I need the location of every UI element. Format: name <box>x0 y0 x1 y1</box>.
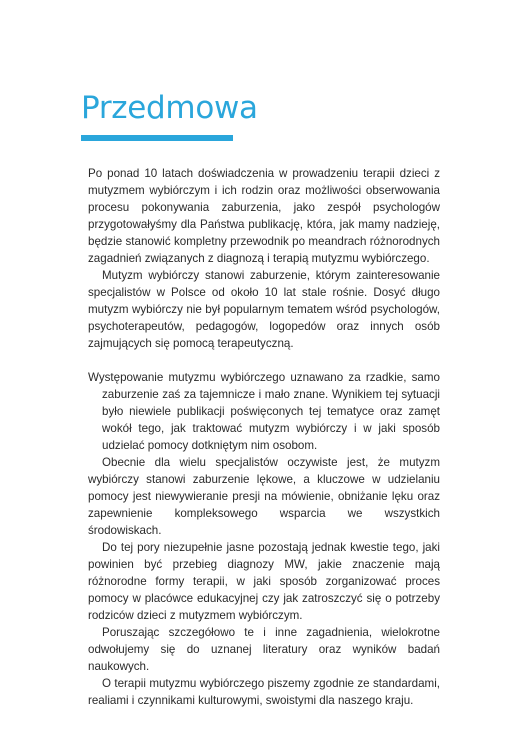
paragraph-3: Występowanie mutyzmu wybiórczego uznawano za rzadkie, samo zaburzenie zaś za tajemnicze i mało znane. Wynikiem tej sytuacji było niewiele publikacji poświęconych tej tematyce oraz zamęt wokół tego, jak traktować mutyzm wybiórczy i w jaki sposób udzielać pomocy dotkniętym nim osobom. <box>88 371 440 452</box>
preface-body <box>88 165 440 709</box>
paragraph-4: Obecnie dla wielu specjalistów oczywiste jest, że mutyzm wybiórczy stanowi zaburzenie lękowe, a kluczowe w udzielaniu pomocy jest niewywieranie presji na mówienie, obniżanie lęku oraz zapewnienie kompleksowego wsparcia we wszystkich środowiskach. <box>88 456 440 537</box>
paragraph-6: Poruszając szczegółowo te i inne zagadnienia, wielokrotne odwołujemy się do uznanej literatury oraz wyników badań naukowych. <box>88 626 440 673</box>
paragraph-1: Po ponad 10 latach doświadczenia w prowadzeniu terapii dzieci z mutyzmem wybiórczym i ich rodzin oraz możliwości obserwowania procesu pokonywania zaburzenia, jako zespół psychologów przygotowałyśmy dla Państwa publikację, która, jak mamy nadzieję, będzie stanowić kompletny przewodnik po meandrach różnorodnych zagadnień związanych z diagnozą i terapią mutyzmu wybiórczego. <box>88 167 440 265</box>
paragraph-5: Do tej pory niezupełnie jasne pozostają jednak kwestie tego, jaki powinien być przebieg diagnozy MW, jakie znaczenie mają różnorodne formy terapii, w jaki sposób zorganizować proces pomocy w placówce edukacyjnej czy jak zatroszczyć się o potrzeby rodziców dzieci z mutyzmem wybiórczym. <box>88 541 440 622</box>
page-title: Przedmowa <box>81 90 258 126</box>
title-underline-bar <box>81 135 233 141</box>
paragraph-spacer <box>88 352 440 369</box>
paragraph-2: Mutyzm wybiórczy stanowi zaburzenie, którym zainteresowanie specjalistów w Polsce od około 10 lat stale rośnie. Dosyć długo mutyzm wybiórczy nie był popularnym tematem wśród psychologów, psychoterapeutów, pedagogów, logopedów oraz innych osób zajmujących się pomocą terapeutyczną. <box>88 269 440 350</box>
paragraph-7: O terapii mutyzmu wybiórczego piszemy zgodnie ze standardami, realiami i czynnikami kulturowymi, swoistymi dla naszego kraju. <box>88 677 440 707</box>
